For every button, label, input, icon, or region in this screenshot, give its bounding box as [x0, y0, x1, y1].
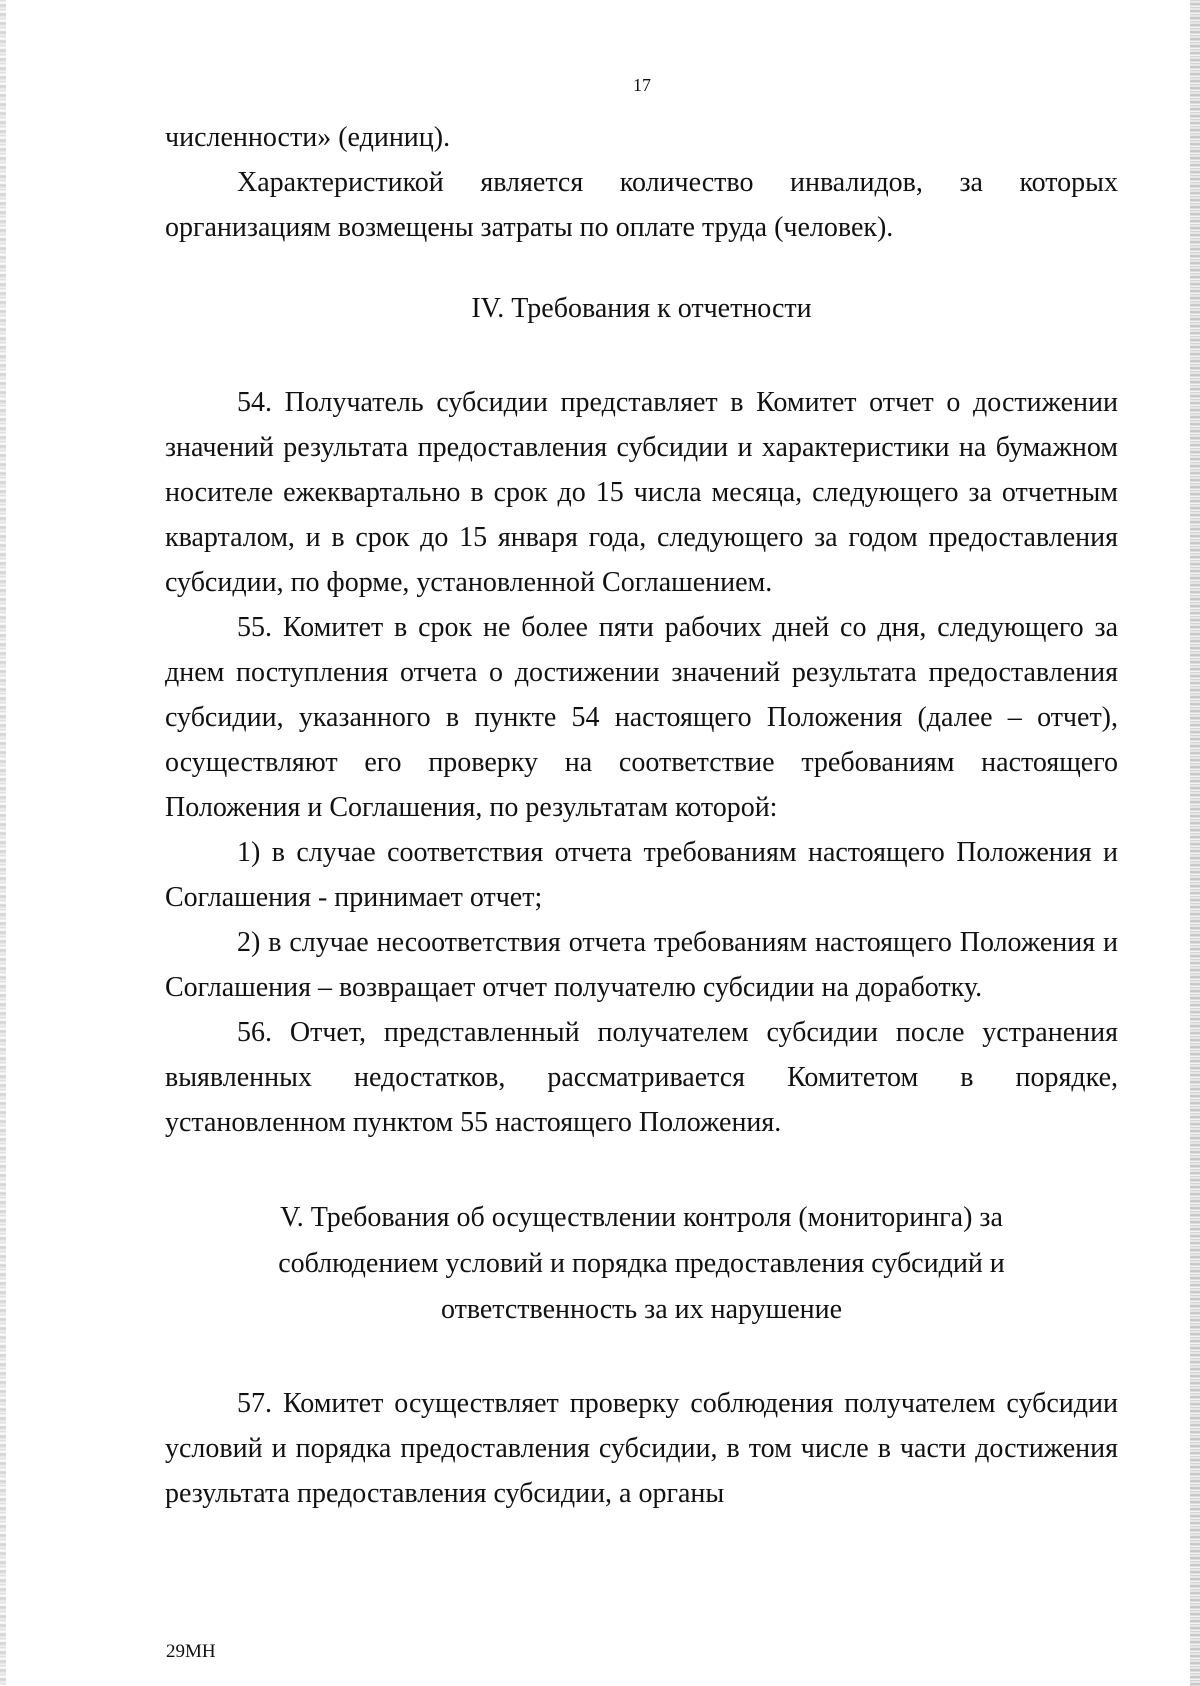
footer-document-code: 29МН	[166, 1641, 216, 1662]
paragraph-54: 54. Получатель субсидии представляет в Комитет отчет о достижении значений результата предоставления субсидии и характеристики на бумажном носителе ежеквартально в срок до 15 числа месяца, следующего за отчетным кварталом, и в срок до 15 января года, следующего за годом предоставления субсидии, по форме, установленной Соглашением.	[165, 387, 1118, 598]
paragraph-56: 56. Отчет, представленный получателем субсидии после устранения выявленных недостатков, рассматривается Комитетом в порядке, установленном пунктом 55 настоящего Положения.	[165, 1017, 1118, 1138]
paragraph-continuation: численности» (единиц).	[165, 122, 451, 153]
document-body	[165, 115, 1118, 1516]
paragraph-characteristic: Характеристикой является количество инвалидов, за которых организациям возмещены затраты по оплате труда (человек).	[165, 167, 1118, 243]
scan-edge-right	[1190, 0, 1200, 1686]
section-heading-v: V. Требования об осуществлении контроля (мониторинга) за соблюдением условий и порядка предоставления субсидий и ответственность за их нарушение	[278, 1202, 1005, 1325]
scan-edge-left	[0, 0, 6, 1686]
paragraph-55: 55. Комитет в срок не более пяти рабочих дней со дня, следующего за днем поступления отчета о достижении значений результата предоставления субсидии, указанного в пункте 54 настоящего Положения (далее – отчет), осуществляют его проверку на соответствие требованиям настоящего Положения и Соглашения, по результатам которой:	[165, 612, 1118, 823]
section-heading-iv: IV. Требования к отчетности	[471, 293, 812, 324]
paragraph-57: 57. Комитет осуществляет проверку соблюдения получателем субсидии условий и порядка предоставления субсидии, в том числе в части достижения результата предоставления субсидии, а органы	[165, 1388, 1118, 1509]
paragraph-55-item-2: 2) в случае несоответствия отчета требованиям настоящего Положения и Соглашения – возвращает отчет получателю субсидии на доработку.	[165, 927, 1118, 1003]
page-number: 17	[633, 75, 651, 95]
paragraph-55-item-1: 1) в случае соответствия отчета требованиям настоящего Положения и Соглашения - принимает отчет;	[165, 837, 1118, 913]
